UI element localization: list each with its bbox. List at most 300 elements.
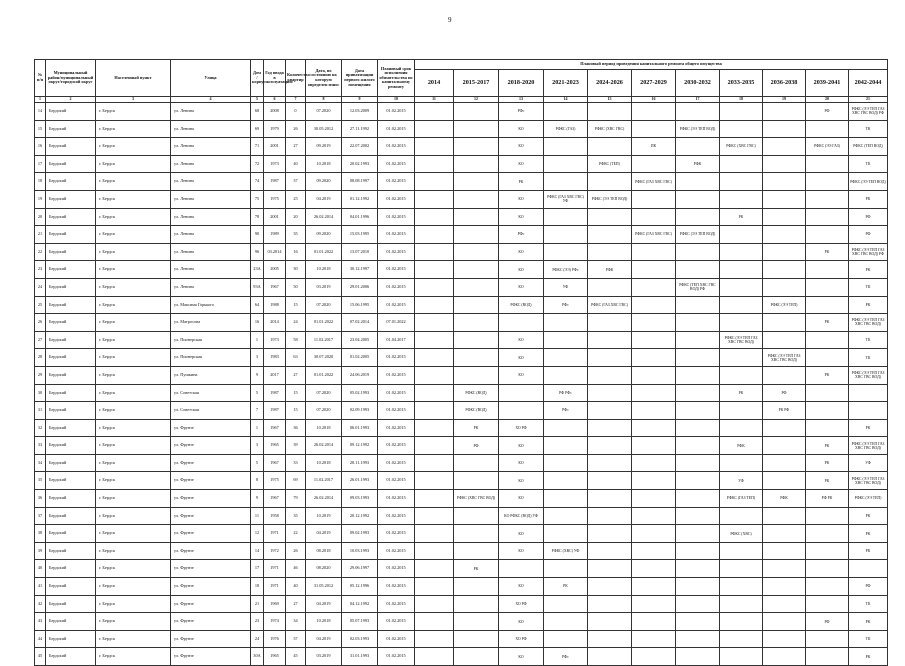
period-cell: РФКС (ЭЭ) РФс (544, 261, 588, 279)
period-cell (632, 437, 676, 455)
period-cell: РФКС (ВОД) (454, 384, 499, 402)
period-cell (632, 366, 676, 384)
period-cell: РФКС (ГАЗ ХВС ГВС) (588, 296, 632, 314)
municipality-cell: Бердский (46, 613, 96, 631)
period-cell (499, 560, 544, 578)
period-cell (676, 314, 720, 332)
period-cell (676, 525, 720, 543)
year-cell: 1967 (264, 490, 286, 508)
period-cell: КО (499, 155, 544, 173)
privatization-date-cell: 15.06.1995 (342, 296, 378, 314)
street-cell: ул. Ленина (171, 243, 251, 261)
settlement-cell: г. Бердск (96, 613, 171, 631)
period-cell (632, 402, 676, 420)
period-cell: РФК (588, 261, 632, 279)
privatization-date-cell: 04.12.1992 (342, 595, 378, 613)
privatization-date-cell: 08.08.1997 (342, 173, 378, 191)
period-cell (632, 349, 676, 367)
table-row (35, 296, 888, 314)
period-cell (454, 190, 499, 208)
period-cell (763, 419, 806, 437)
period-cell (415, 384, 454, 402)
privatization-date-cell: 07.02.2014 (342, 314, 378, 332)
apartments-cell: 33 (286, 454, 306, 472)
period-cell (720, 507, 763, 525)
period-cell: РФКС (ТЕП ВОД) (849, 138, 888, 156)
house-cell: 9 (251, 366, 264, 384)
period-cell (499, 384, 544, 402)
row-number: 26 (35, 314, 46, 332)
period-cell (763, 648, 806, 666)
row-number: 24 (35, 278, 46, 296)
house-cell: 16 (251, 314, 264, 332)
period-cell (763, 155, 806, 173)
planned-term-cell: 01.02.2015 (378, 120, 415, 138)
period-cell (588, 278, 632, 296)
table-row (35, 595, 888, 613)
period-cell (454, 261, 499, 279)
inspection-date-cell: 04.2019 (306, 595, 342, 613)
settlement-cell: г. Бердск (96, 314, 171, 332)
period-header: 2021-2023 (544, 70, 588, 97)
table-row (35, 560, 888, 578)
street-cell: ул. Фрунзе (171, 525, 251, 543)
apartments-cell: 22 (286, 525, 306, 543)
privatization-date-cell: 09.02.1993 (342, 525, 378, 543)
period-cell: ТК (849, 349, 888, 367)
row-number: 45 (35, 648, 46, 666)
period-cell: РК (454, 560, 499, 578)
period-cell: РФКС (ГАЗ) (544, 120, 588, 138)
settlement-cell: г. Бердск (96, 173, 171, 191)
settlement-cell: г. Бердск (96, 402, 171, 420)
period-cell: РФ (454, 437, 499, 455)
municipality-cell: Бердский (46, 155, 96, 173)
period-cell (720, 454, 763, 472)
period-cell: РК (806, 437, 849, 455)
period-cell (544, 155, 588, 173)
period-cell: РК (849, 419, 888, 437)
municipality-cell: Бердский (46, 490, 96, 508)
period-cell: РК (544, 578, 588, 596)
period-cell (632, 190, 676, 208)
street-cell: ул. Пушкина (171, 366, 251, 384)
period-cell (544, 243, 588, 261)
municipality-cell: Бердский (46, 349, 96, 367)
column-number: 16 (632, 97, 676, 103)
period-cell (415, 103, 454, 121)
period-cell (676, 560, 720, 578)
period-cell (544, 437, 588, 455)
year-cell: 1974 (264, 613, 286, 631)
privatization-date-cell: 24.06.2019 (342, 366, 378, 384)
column-number: 9 (342, 97, 378, 103)
house-cell: 90 (251, 226, 264, 244)
period-cell (588, 507, 632, 525)
period-cell: РФКС (ВОД) (454, 402, 499, 420)
street-cell: ул. Ленина (171, 155, 251, 173)
period-cell: РФКС (ЭЭ ТЕП ВОД) (676, 120, 720, 138)
apartments-cell: 58 (286, 331, 306, 349)
row-number: 20 (35, 208, 46, 226)
period-cell (763, 331, 806, 349)
period-cell (763, 437, 806, 455)
house-cell: 7 (251, 402, 264, 420)
period-cell: РФКС (ЭЭ ТЕП ГАЗ ХВС ГВС ВОД) (849, 366, 888, 384)
period-cell (588, 402, 632, 420)
inspection-date-cell: 03.2019 (306, 648, 342, 666)
period-cell (632, 261, 676, 279)
inspection-date-cell: 09.2020 (306, 226, 342, 244)
house-cell: 18 (251, 578, 264, 596)
row-number: 35 (35, 472, 46, 490)
column-number: 10 (378, 97, 415, 103)
period-cell (544, 103, 588, 121)
settlement-cell: г. Бердск (96, 261, 171, 279)
table-row (35, 173, 888, 191)
planned-term-cell: 01.02.2015 (378, 243, 415, 261)
settlement-cell: г. Бердск (96, 138, 171, 156)
settlement-cell: г. Бердск (96, 243, 171, 261)
inspection-date-cell: 10.2018 (306, 419, 342, 437)
period-cell: РФс (499, 226, 544, 244)
period-cell (763, 525, 806, 543)
period-cell (588, 366, 632, 384)
period-cell (632, 314, 676, 332)
period-cell (806, 120, 849, 138)
column-number: 6 (264, 97, 286, 103)
settlement-cell: г. Бердск (96, 578, 171, 596)
period-cell: КО (499, 138, 544, 156)
period-cell (632, 648, 676, 666)
period-cell (454, 472, 499, 490)
column-number: 19 (763, 97, 806, 103)
period-cell (632, 578, 676, 596)
table-row (35, 419, 888, 437)
settlement-cell: г. Бердск (96, 278, 171, 296)
street-cell: ул. Фрунзе (171, 613, 251, 631)
period-cell (454, 243, 499, 261)
privatization-date-cell: 12.03.2009 (342, 103, 378, 121)
street-cell: ул. Ленина (171, 278, 251, 296)
column-number: 21 (849, 97, 888, 103)
street-cell: ул. Фрунзе (171, 437, 251, 455)
period-cell (763, 138, 806, 156)
apartments-cell: 50 (286, 278, 306, 296)
period-cell (720, 630, 763, 648)
street-cell: ул. Ленина (171, 103, 251, 121)
period-cell (544, 525, 588, 543)
row-number: 17 (35, 155, 46, 173)
row-number: 23 (35, 261, 46, 279)
period-cell: ХО РФ (499, 595, 544, 613)
table-row (35, 314, 888, 332)
period-cell (588, 419, 632, 437)
period-cell (632, 419, 676, 437)
period-cell (763, 613, 806, 631)
period-header: 2039-2041 (806, 70, 849, 97)
settlement-cell: г. Бердск (96, 296, 171, 314)
privatization-date-cell: 06.01.1993 (342, 419, 378, 437)
period-cell (632, 595, 676, 613)
municipality-cell: Бердский (46, 278, 96, 296)
period-cell (415, 208, 454, 226)
period-cell (415, 630, 454, 648)
period-cell (544, 454, 588, 472)
period-cell: КО (499, 190, 544, 208)
column-number: 11 (415, 97, 454, 103)
planned-term-cell: 01.02.2015 (378, 578, 415, 596)
street-cell: ул. Ленина (171, 226, 251, 244)
period-cell (763, 472, 806, 490)
period-cell (720, 155, 763, 173)
period-cell: РК РФ (763, 402, 806, 420)
period-cell: РФКС (ТЕП ХВС ГВС ВОД) РФ (676, 278, 720, 296)
period-cell (454, 120, 499, 138)
period-cell (415, 296, 454, 314)
period-header: 2036-2038 (763, 70, 806, 97)
period-cell (763, 173, 806, 191)
period-cell (415, 613, 454, 631)
period-cell (454, 155, 499, 173)
year-cell: 1973 (264, 331, 286, 349)
planned-term-cell: 01.02.2015 (378, 648, 415, 666)
planned-term-cell: 01.02.2015 (378, 296, 415, 314)
period-cell (588, 331, 632, 349)
table-row (35, 226, 888, 244)
period-cell (454, 296, 499, 314)
period-cell: РК (849, 261, 888, 279)
period-cell (806, 331, 849, 349)
period-cell (676, 490, 720, 508)
inspection-date-cell: 11.02.2017 (306, 472, 342, 490)
period-cell (415, 155, 454, 173)
planned-term-cell: 01.02.2015 (378, 419, 415, 437)
house-cell: 9 (251, 490, 264, 508)
period-cell: РК (806, 472, 849, 490)
table-row (35, 525, 888, 543)
privatization-date-cell: 05.12.1996 (342, 578, 378, 596)
period-cell: РК (849, 542, 888, 560)
table-row (35, 243, 888, 261)
municipality-cell: Бердский (46, 542, 96, 560)
apartments-cell: 39 (286, 437, 306, 455)
municipality-cell: Бердский (46, 648, 96, 666)
period-cell (544, 331, 588, 349)
table-row (35, 349, 888, 367)
period-cell (676, 173, 720, 191)
period-cell: КО (499, 278, 544, 296)
table-row (35, 630, 888, 648)
inspection-date-cell: 10.2018 (306, 613, 342, 631)
period-cell: РФКС (ЭЭ ТЕП ВОД) (849, 173, 888, 191)
period-cell (415, 648, 454, 666)
municipality-cell: Бердский (46, 560, 96, 578)
period-cell (632, 454, 676, 472)
table-row (35, 190, 888, 208)
planned-term-cell: 01.02.2015 (378, 366, 415, 384)
house-cell: 24 (251, 630, 264, 648)
header-municipality: Муниципальный район/муниципальный округ/городской округ (46, 60, 96, 97)
apartments-cell: 15 (286, 402, 306, 420)
period-cell (676, 138, 720, 156)
planned-term-cell: 01.02.2015 (378, 226, 415, 244)
period-cell: РК (849, 507, 888, 525)
apartments-cell: 30 (286, 261, 306, 279)
year-cell: 2014 (264, 314, 286, 332)
row-number: 41 (35, 578, 46, 596)
period-cell (415, 173, 454, 191)
period-cell (806, 384, 849, 402)
house-cell: 72 (251, 155, 264, 173)
header-period-group: Плановый период проведения капитального ремонта общего имущества (415, 60, 888, 70)
street-cell: ул. Ленина (171, 190, 251, 208)
inspection-date-cell: 01.01.2022 (306, 243, 342, 261)
privatization-date-cell: 05.07.1993 (342, 613, 378, 631)
period-cell (632, 630, 676, 648)
column-number: 20 (806, 97, 849, 103)
period-cell (720, 402, 763, 420)
period-cell: КО (499, 366, 544, 384)
apartments-cell: 15 (286, 384, 306, 402)
period-cell: РФК (720, 437, 763, 455)
municipality-cell: Бердский (46, 437, 96, 455)
settlement-cell: г. Бердск (96, 155, 171, 173)
year-cell: 1972 (264, 542, 286, 560)
period-cell (544, 472, 588, 490)
house-cell: 23А (251, 261, 264, 279)
municipality-cell: Бердский (46, 190, 96, 208)
settlement-cell: г. Бердск (96, 419, 171, 437)
planned-term-cell: 01.02.2015 (378, 384, 415, 402)
privatization-date-cell: 23.04.2005 (342, 331, 378, 349)
period-cell: РФКС (ТЕП) (588, 155, 632, 173)
table-row (35, 542, 888, 560)
settlement-cell: г. Бердск (96, 648, 171, 666)
inspection-date-cell: 07.2020 (306, 103, 342, 121)
house-cell: 21 (251, 595, 264, 613)
period-cell (588, 595, 632, 613)
period-cell (676, 437, 720, 455)
row-number: 30 (35, 384, 46, 402)
period-cell (763, 243, 806, 261)
period-cell (415, 454, 454, 472)
municipality-cell: Бердский (46, 208, 96, 226)
period-cell: УФ (544, 278, 588, 296)
period-cell (676, 243, 720, 261)
row-number: 18 (35, 173, 46, 191)
house-cell: 64 (251, 296, 264, 314)
period-cell (720, 560, 763, 578)
period-cell (806, 349, 849, 367)
house-cell: 5 (251, 384, 264, 402)
settlement-cell: г. Бердск (96, 490, 171, 508)
period-cell (454, 226, 499, 244)
period-cell: РФКС (ЭЭ ТЕП ГАЗ ХВС ГВС ВОД) (849, 314, 888, 332)
municipality-cell: Бердский (46, 472, 96, 490)
planned-term-cell: 01.02.2015 (378, 613, 415, 631)
period-cell (720, 349, 763, 367)
apartments-cell: 15 (286, 296, 306, 314)
house-cell: 17 (251, 560, 264, 578)
privatization-date-cell: 22.07.2002 (342, 138, 378, 156)
year-cell: 2001 (264, 208, 286, 226)
period-cell (544, 490, 588, 508)
municipality-cell: Бердский (46, 331, 96, 349)
row-number: 21 (35, 226, 46, 244)
period-cell: КО (499, 578, 544, 596)
period-cell (588, 472, 632, 490)
apartments-cell: 45 (286, 648, 306, 666)
column-number: 14 (544, 97, 588, 103)
apartments-cell: 16 (286, 243, 306, 261)
period-cell (676, 384, 720, 402)
settlement-cell: г. Бердск (96, 630, 171, 648)
municipality-cell: Бердский (46, 138, 96, 156)
apartments-cell: 20 (286, 208, 306, 226)
header-house: Дом / корпус (251, 60, 264, 97)
period-cell (720, 173, 763, 191)
year-cell: 1958 (264, 507, 286, 525)
period-cell (763, 454, 806, 472)
street-cell: ул. Матросова (171, 314, 251, 332)
period-cell: ТК (849, 630, 888, 648)
period-cell (632, 120, 676, 138)
apartments-cell: 37 (286, 630, 306, 648)
period-cell (454, 366, 499, 384)
municipality-cell: Бердский (46, 243, 96, 261)
header-apartments: Количество квартир (286, 60, 306, 97)
apartments-cell: 36 (286, 419, 306, 437)
page-number: 9 (448, 16, 452, 24)
inspection-date-cell: 26.02.2014 (306, 490, 342, 508)
header-privatization-date: Дата приватизации первого жилого помещения (342, 60, 378, 97)
header-planned-term: Плановый срок исполнения обязательства по капитальному ремонту (378, 60, 415, 97)
period-cell (499, 314, 544, 332)
inspection-date-cell: 01.01.2022 (306, 366, 342, 384)
period-cell (676, 296, 720, 314)
table-row (35, 278, 888, 296)
period-cell: РФКС (ЭЭ ТЕП ВОД) (676, 226, 720, 244)
table-row (35, 490, 888, 508)
municipality-cell: Бердский (46, 384, 96, 402)
apartments-cell: 26 (286, 120, 306, 138)
period-cell: РФс (544, 402, 588, 420)
settlement-cell: г. Бердск (96, 525, 171, 543)
period-cell (415, 437, 454, 455)
street-cell: ул. Фрунзе (171, 648, 251, 666)
settlement-cell: г. Бердск (96, 472, 171, 490)
period-cell: КО (499, 525, 544, 543)
inspection-date-cell: 04.2019 (306, 630, 342, 648)
period-cell (720, 296, 763, 314)
inspection-date-cell: 07.2020 (306, 402, 342, 420)
period-cell (454, 103, 499, 121)
period-cell (632, 490, 676, 508)
column-number: 17 (676, 97, 720, 103)
inspection-date-cell: 10.2019 (306, 507, 342, 525)
period-cell (676, 349, 720, 367)
period-cell (676, 419, 720, 437)
period-cell: РФ (763, 384, 806, 402)
period-cell: ХО РФ (499, 419, 544, 437)
row-number: 25 (35, 296, 46, 314)
period-cell (806, 630, 849, 648)
planned-term-cell: 01.02.2015 (378, 472, 415, 490)
header-no: № п/п (35, 60, 46, 97)
row-number: 14 (35, 103, 46, 121)
year-cell: 2017 (264, 366, 286, 384)
